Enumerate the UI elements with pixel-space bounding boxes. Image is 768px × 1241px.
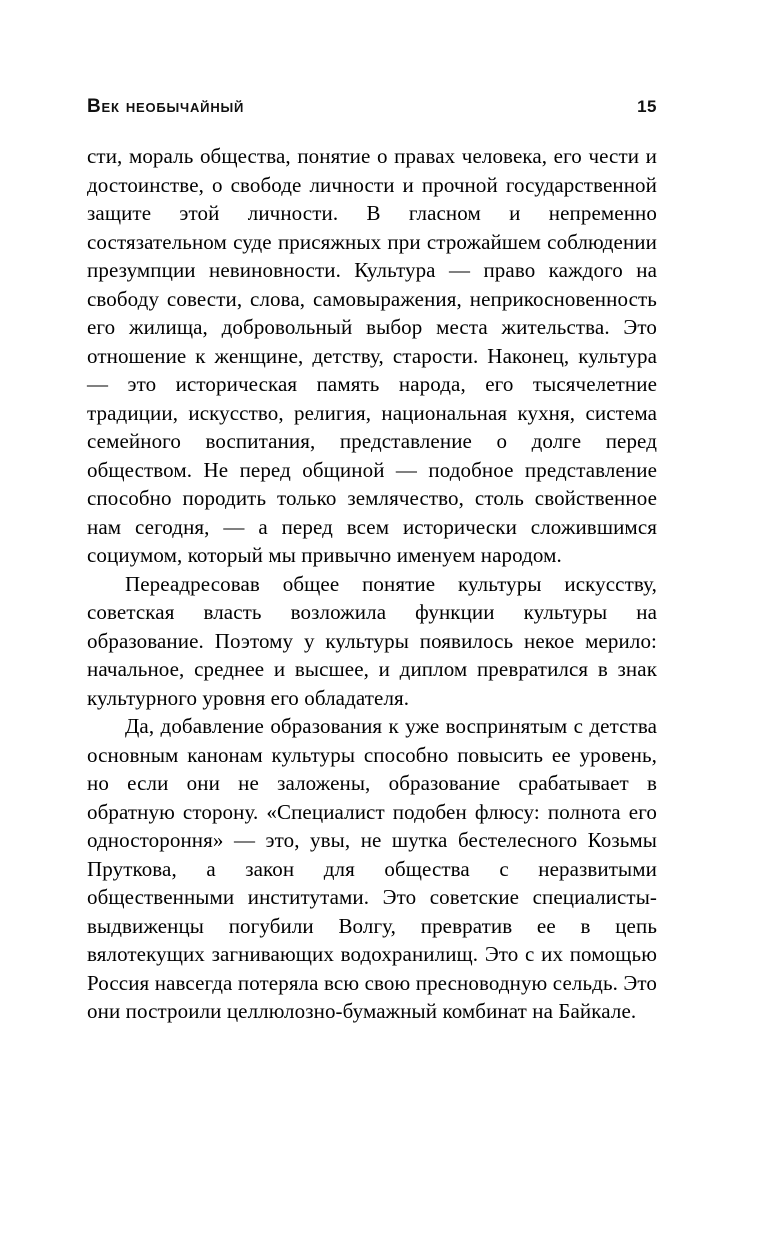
paragraph: Да, добавление образования к уже воспринятым с детства основным канонам культуры способно повысить ее уровень, но если они не заложены, образование срабатывает в обратную сторону. «Специалист подобен флюсу: полнота его одностороння» — это, увы, не шутка бестелесного Козьмы Пруткова, а закон для общества с неразвитыми общественными институтами. Это советские специалисты-выдвиженцы погубили Волгу, превратив ее в цепь вялотекущих загнивающих водохранилищ. Это с их помощью Россия навсегда потеряла всю свою пресноводную сельдь. Это они построили целлюлозно-бумажный комбинат на Байкале. — [87, 714, 657, 1023]
paragraph-continuation: сти, мораль общества, понятие о правах человека, его чести и достоинстве, о свободе личности и прочной государственной защите этой личности. В гласном и непременно состязательном суде присяжных при строжайшем соблюдении презумпции невиновности. Культура — право каждого на свободу совести, слова, самовыражения, неприкосновенность его жилища, добровольный выбор места жительства. Это отношение к женщине, детству, старости. Наконец, культура — это историческая память народа, его тысячелетние традиции, искусство, религия, национальная кухня, система семейного воспитания, представление о долге перед обществом. Не перед общиной — подобное представление способно породить только землячество, столь свойственное нам сегодня, — а перед всем исторически сложившимся социумом, который мы привычно именуем народом. — [87, 144, 657, 567]
running-title: Век необычайный — [87, 96, 245, 117]
page-header — [87, 96, 657, 118]
page-number: 15 — [637, 97, 657, 116]
page-body — [87, 142, 657, 1026]
page-content-area — [87, 96, 657, 1026]
paragraph: Переадресовав общее понятие культуры искусству, советская власть возложила функции культуры на образование. Поэтому у культуры появилось некое мерило: начальное, среднее и высшее, и диплом превратился в знак культурного уровня его обладателя. — [87, 571, 657, 710]
